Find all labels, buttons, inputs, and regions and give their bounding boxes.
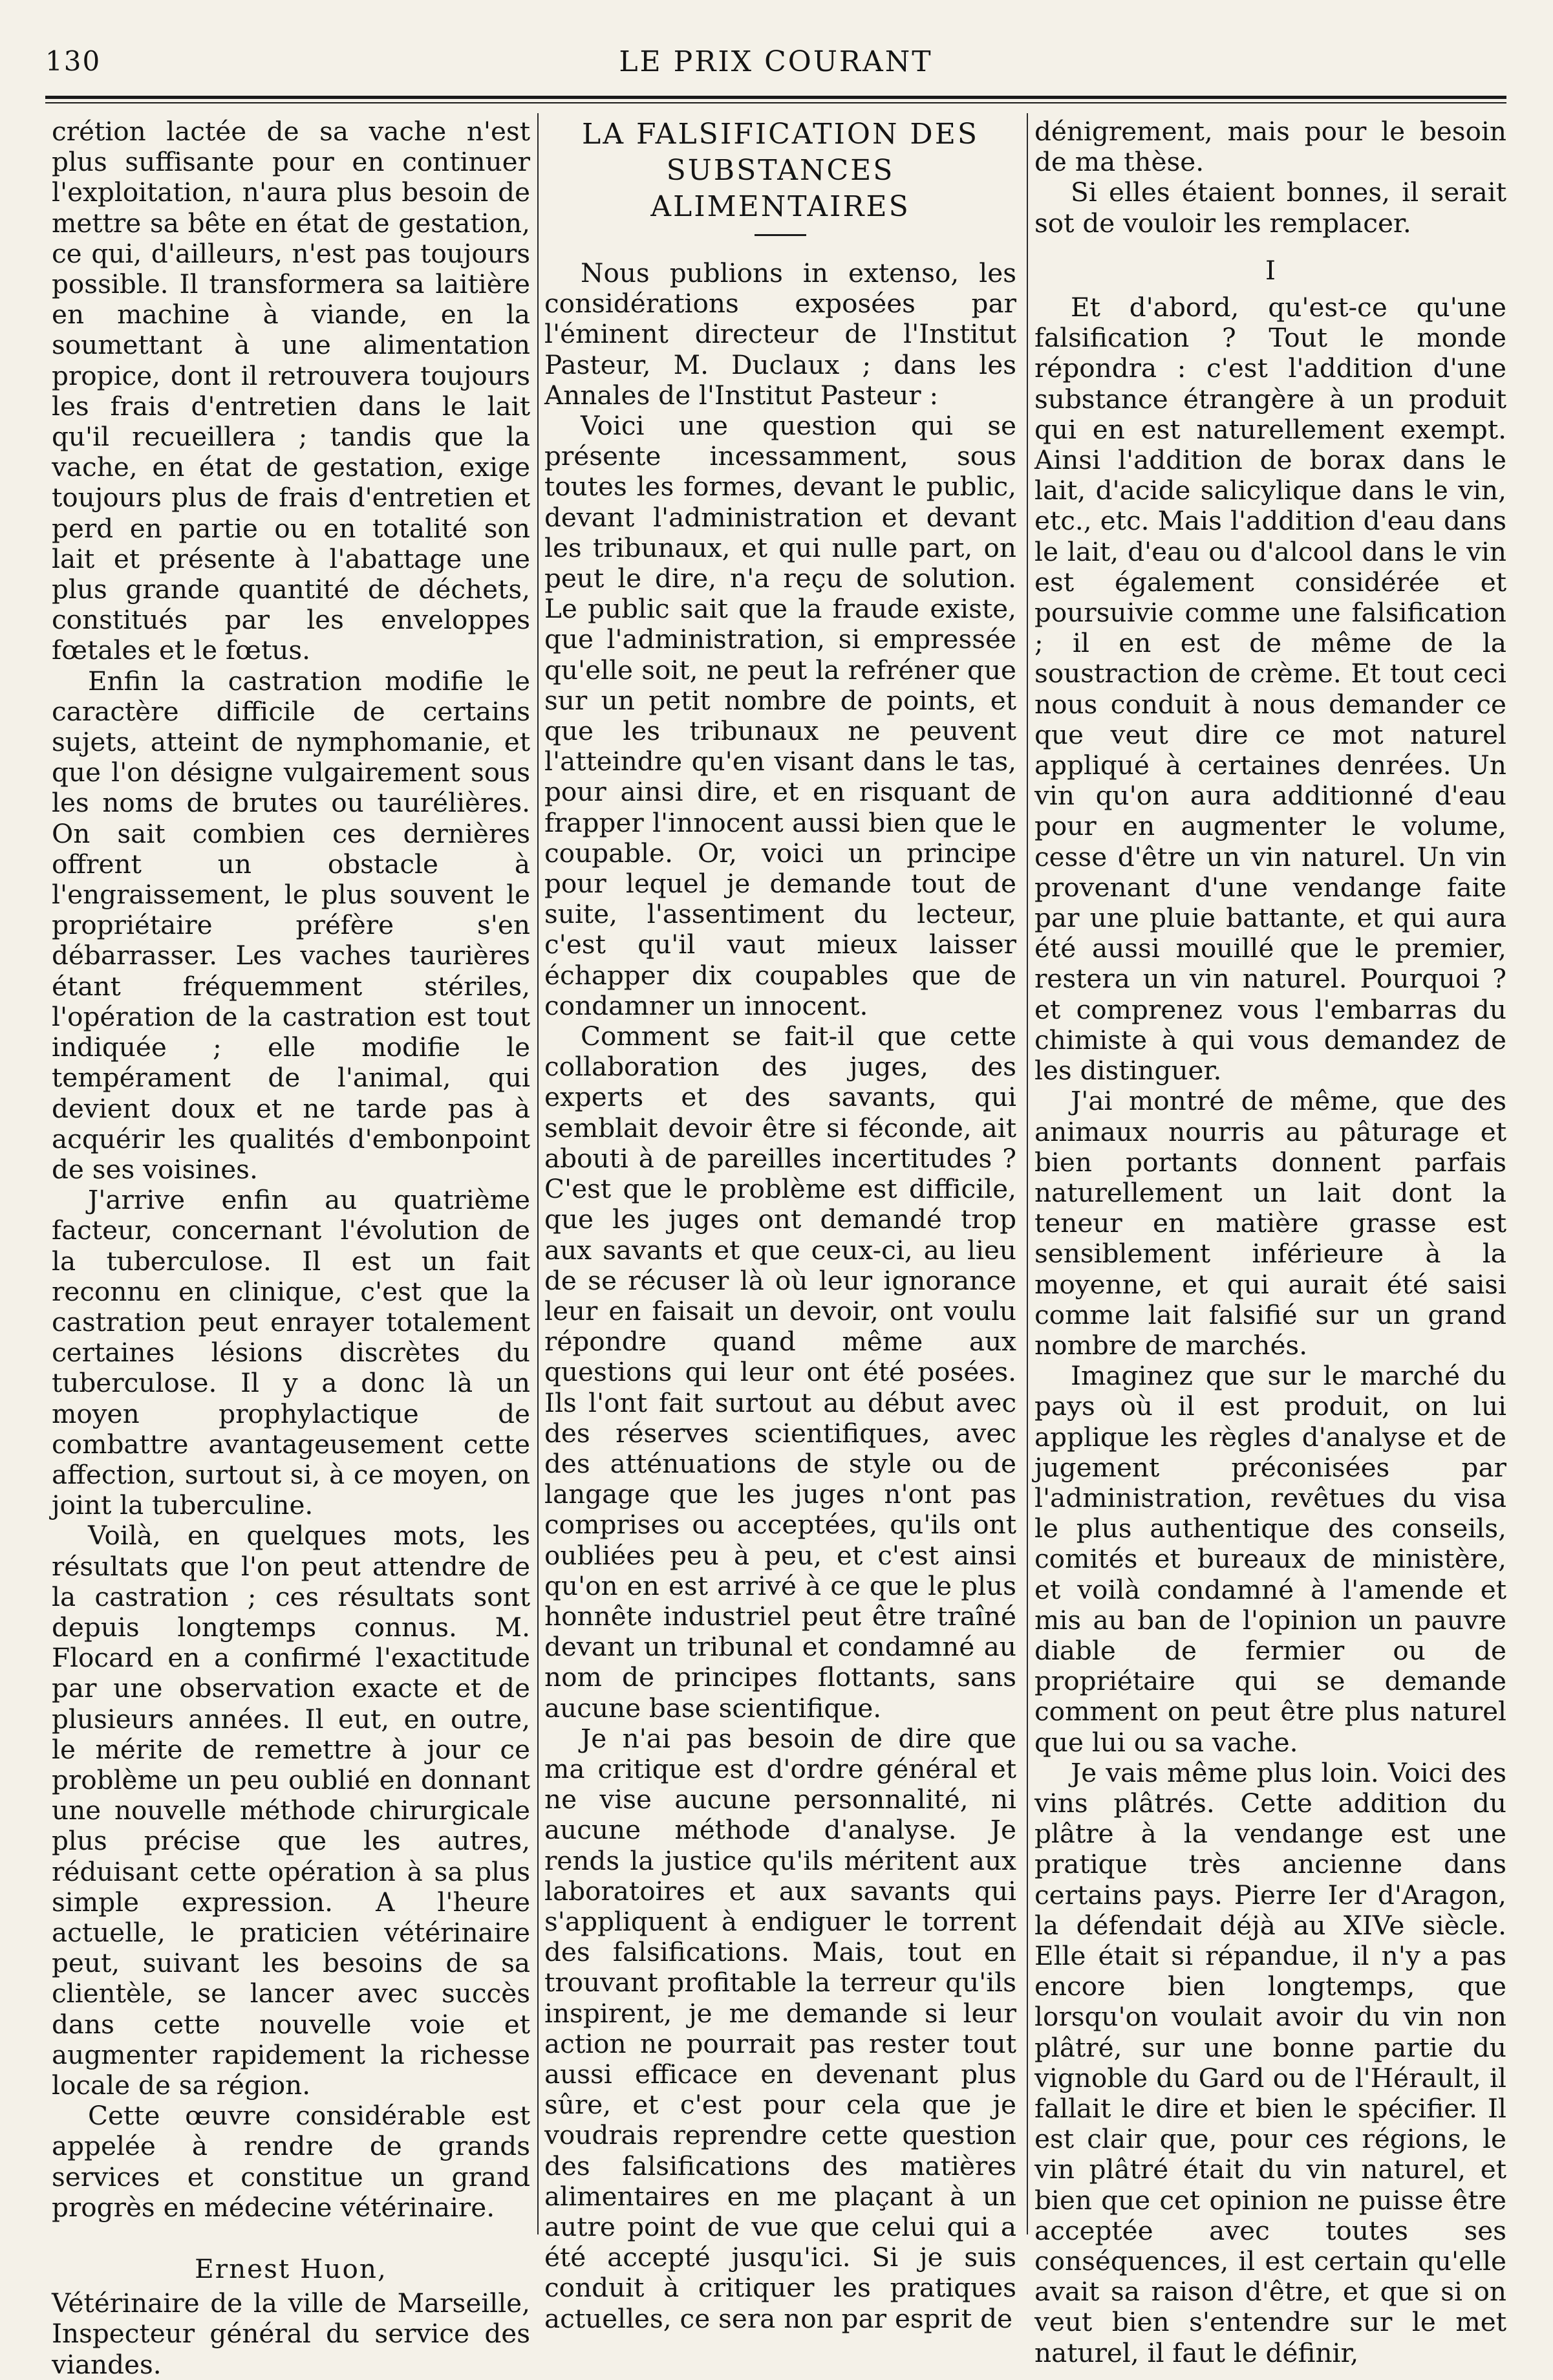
column-right	[1034, 116, 1506, 2368]
header-rule-thick	[45, 96, 1506, 99]
paragraph: Imaginez que sur le marché du pays où il est produit, on lui applique les règles d'analyse et de jugement préconisées par l'administration, revêtues du visa le plus authentique des conseils, comités et bureaux de ministère, et voilà condamné à l'amende et mis au ban de l'opinion un pauvre diable de fermier ou de propriétaire qui se demande comment on peut être plus naturel que lui ou sa vache.	[1034, 1360, 1506, 1758]
paragraph: Voici une question qui se présente incessamment, sous toutes les formes, devant le public, devant l'administration et devant les tribunaux, et qui nulle part, on peut le dire, n'a reçu de solution. Le public sait que la fraude existe, que l'administration, si empressée qu'elle soit, ne peut la refréner que sur un petit nombre de points, et que les tribunaux ne peuvent l'atteindre qu'en visant dans le tas, pour ainsi dire, et en risquant de frapper l'innocent aussi bien que le coupable. Or, voici un principe pour lequel je demande tout de suite, l'assentiment du lecteur, c'est qu'il vaut mieux laisser échapper dix coupables que de condamner un innocent.	[544, 410, 1016, 1021]
article-intro: Nous publions in extenso, les considérations exposées par l'éminent directeur de l'Institut Pasteur, M. Duclaux ; dans les Annales de l'Institut Pasteur :	[544, 257, 1016, 411]
page-header	[45, 45, 1506, 84]
paragraph: Je n'ai pas besoin de dire que ma critique est d'ordre général et ne vise aucune personnalité, ni aucune méthode d'analyse. Je rends la justice qu'ils méritent aux laboratoires et aux savants qui s'appliquent à endiguer le torrent des falsifications. Mais, tout en trouvant profitable la terreur qu'ils inspirent, je me demande si leur action ne pourrait pas rester tout aussi efficace en devenant plus sûre, et c'est pour cela que je voudrais reprendre cette question des falsifications des matières alimentaires en me plaçant à un autre point de vue que celui qui a été accepté jusqu'ici. Si je suis conduit à critiquer les pratiques actuelles, ce sera non par esprit de	[544, 1722, 1016, 2334]
paragraph: Comment se fait-il que cette collaboration des juges, des experts et des savants, qui semblait devoir être si féconde, ait abouti à de pareilles incertitudes ? C'est que le problème est difficile, que les juges ont demandé trop aux savants et que ceux-ci, au lieu de se récuser là où leur ignorance leur en faisait un devoir, ont voulu répondre quand même aux questions qui leur ont été posées. Ils l'ont fait surtout au début avec des réserves scientifiques, avec des atténuations de style ou de langage que les juges n'ont pas comprises ou acceptées, qu'ils ont oubliées peu à peu, et c'est ainsi qu'on en est arrivé à ce que le plus honnête industriel peut être traîné devant un tribunal et condamné au nom de principes flottants, sans aucune base scientifique.	[544, 1021, 1016, 1724]
paragraph: Et d'abord, qu'est-ce qu'une falsification ? Tout le monde répondra : c'est l'addition d'une substance étrangère à un produit qui en est naturellement exempt. Ainsi l'addition de borax dans le lait, d'acide salicylique dans le vin, etc., etc. Mais l'addition d'eau dans le lait, d'eau ou d'alcool dans le vin est également considérée et poursuivie comme une falsification ; il en est de même de la soustraction de crème. Et tout ceci nous conduit à nous demander ce que veut dire ce mot naturel appliqué à certaines denrées. Un vin qu'on aura additionné d'eau pour en augmenter le volume, cesse d'être un vin naturel. Un vin provenant d'une vendange faite par une pluie battante, et qui aura été aussi mouillé que le premier, restera un vin naturel. Pourquoi ? et comprenez vous l'embarras du chimiste à qui vous demandez de les distinguer.	[1034, 292, 1506, 1087]
paragraph: Si elles étaient bonnes, il serait sot de vouloir les remplacer.	[1034, 177, 1506, 239]
column-middle	[544, 116, 1016, 2334]
paragraph: J'ai montré de même, que des animaux nourris au pâturage et bien portants donnent parfais naturellement un lait dont la teneur en matière grasse est sensiblement inférieure à la moyenne, et qui aurait été saisi comme lait falsifié sur un grand nombre de marchés.	[1034, 1085, 1506, 1361]
author-credentials-text: Vétérinaire de la ville de Marseille, Inspecteur général du service des viandes.	[52, 2288, 530, 2380]
header-rule-thin	[45, 102, 1506, 103]
paragraph: Je vais même plus loin. Voici des vins plâtrés. Cette addition du plâtre à la vendange est une pratique très ancienne dans certains pays. Pierre Ier d'Aragon, la défendait déjà au XIVe siècle. Elle était si répandue, il n'y a pas encore bien longtemps, que lorsqu'on voulait avoir du vin non plâtré, sur une bonne partie du vignoble du Gard ou de l'Hérault, il fallait le dire et bien le spécifier. Il est clair que, pour ces régions, le vin plâtré était du vin naturel, et bien que cet opinion ne puisse être acceptée avec toutes ses conséquences, il est certain qu'elle avait sa raison d'être, et que si on veut bien s'entendre sur le met naturel, il faut le définir,	[1034, 1757, 1506, 2368]
paragraph: crétion lactée de sa vache n'est plus suffisante pour en continuer l'exploitation, n'aura plus besoin de mettre sa bête en état de gestation, ce qui, d'ailleurs, n'est pas toujours possible. Il transformera sa laitière en machine à viande, en la soumettant à une alimentation propice, dont il retrouvera toujours les frais d'entretien dans le lait qu'il recueillera ; tandis que la vache, en état de gestation, exige toujours plus de frais d'entretien et perd en partie ou en totalité son lait et présente à l'abattage une plus grande quantité de déchets, constitués par les enveloppes fœtales et le fœtus.	[52, 116, 530, 666]
author-signature: Ernest Huon,	[195, 2253, 387, 2285]
column-left	[52, 116, 530, 2380]
title-rule	[755, 234, 806, 236]
column-divider	[1027, 113, 1028, 2234]
page-number: 130	[45, 45, 102, 77]
paragraph: Voilà, en quelques mots, les résultats que l'on peut attendre de la castration ; ces résultats sont depuis longtemps connus. M. Flocard en a confirmé l'exactitude par une observation exacte et de plusieurs années. Il eut, en outre, le mérite de remettre à jour ce problème un peu oublié en donnant une nouvelle méthode chirurgicale plus précise que les autres, réduisant cette opération à sa plus simple expression. A l'heure actuelle, le praticien vétérinaire peut, suivant les besoins de sa clientèle, se lancer avec succès dans cette nouvelle voie et augmenter rapidement la richesse locale de sa région.	[52, 1520, 530, 2101]
column-divider	[537, 113, 539, 2234]
paragraph: Enfin la castration modifie le caractère difficile de certains sujets, atteint de nymphomanie, et que l'on désigne vulgairement sous les noms de brutes ou taurélières. On sait combien ces dernières offrent un obstacle à l'engraissement, le plus souvent le propriétaire préfère s'en débarrasser. Les vaches taurières étant fréquemment stériles, l'opération de la castration est tout indiquée ; elle modifie le tempérament de l'animal, qui devient doux et ne tarde pas à acquérir les qualités d'embonpoint de ses voisines.	[52, 665, 530, 1185]
running-title: LE PRIX COURANT	[619, 45, 933, 78]
author-credentials	[52, 2288, 530, 2380]
article-title: LA FALSIFICATION DES SUBSTANCES ALIMENTAIRES	[582, 118, 979, 223]
paragraph: Cette œuvre considérable est appelée à rendre de grands services et constitue un grand progrès en médecine vétérinaire.	[52, 2100, 530, 2223]
paragraph: dénigrement, mais pour le besoin de ma thèse.	[1034, 116, 1506, 178]
paragraph: J'arrive enfin au quatrième facteur, concernant l'évolution de la tuberculose. Il est un fait reconnu en clinique, c'est que la castration peut enrayer totalement certaines lésions discrètes du tuberculose. Il y a donc là un moyen prophylactique de combattre avantageusement cette affection, surtout si, à ce moyen, on joint la tuberculine.	[52, 1184, 530, 1521]
section-number: I	[1265, 254, 1276, 286]
